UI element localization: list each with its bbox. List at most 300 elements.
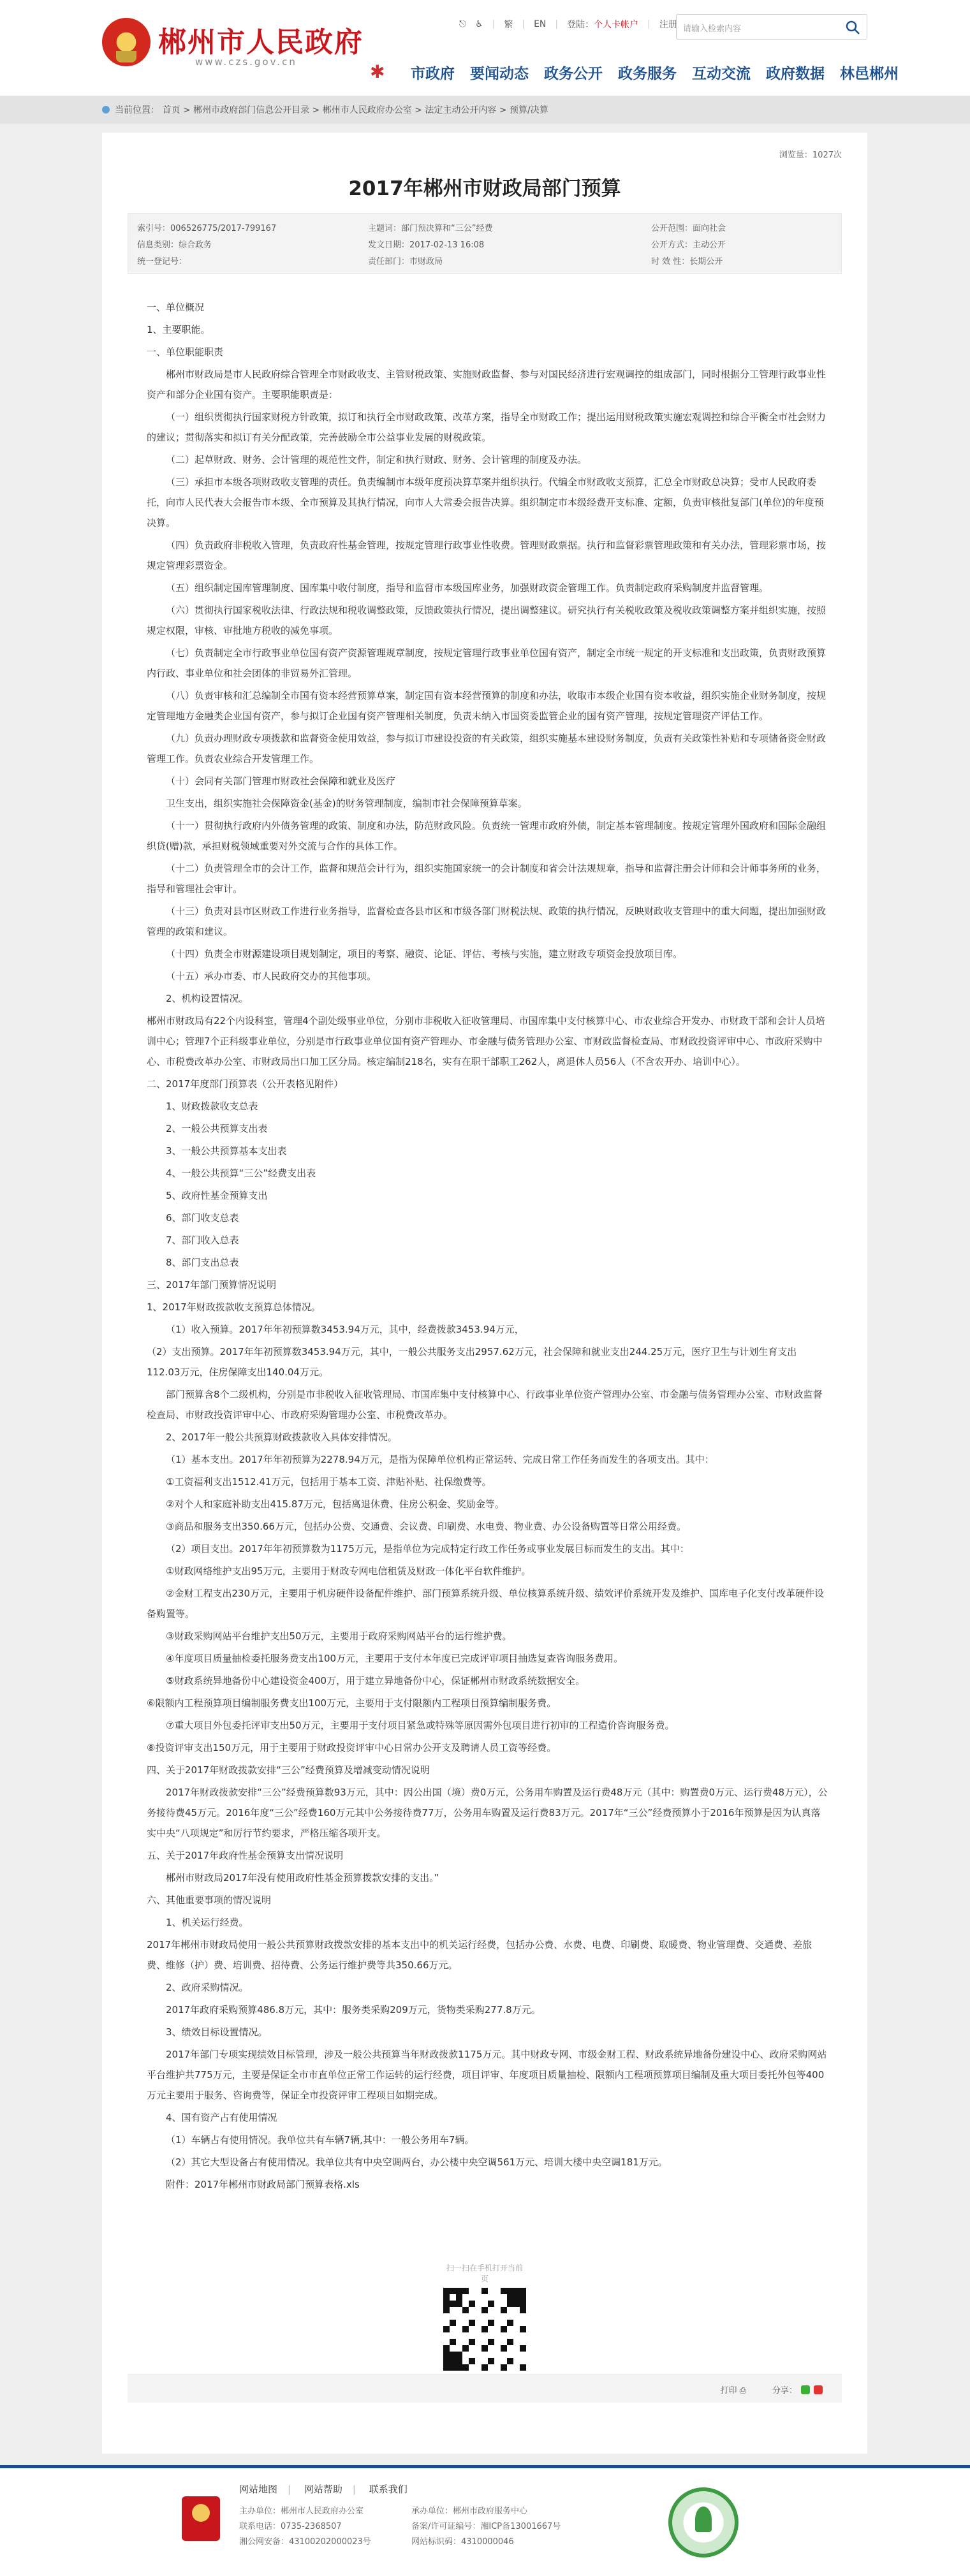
article-paragraph: 2、政府采购情况。: [166, 1982, 249, 1993]
qr-module: [443, 2358, 450, 2364]
qr-module: [513, 2320, 520, 2326]
qr-module: [513, 2364, 520, 2371]
qr-module: [456, 2307, 462, 2313]
qr-module: [507, 2326, 513, 2332]
qr-module: [481, 2307, 488, 2313]
article-body: [147, 297, 829, 2197]
qr-module: [456, 2358, 462, 2364]
article-paragraph: 6、部门收支总表: [166, 1212, 239, 1224]
qr-module: [475, 2301, 481, 2307]
qr-module: [494, 2301, 501, 2307]
qr-module: [456, 2339, 462, 2345]
nav-item-interaction[interactable]: 互动交流: [692, 65, 751, 82]
qr-module: [443, 2320, 450, 2326]
qr-module: [507, 2301, 513, 2307]
qr-label: 扫一扫在手机打开当前页: [446, 2264, 523, 2283]
article-paragraph: 8、部门支出总表: [166, 1257, 239, 1268]
site-footer: [0, 2465, 970, 2576]
qr-module: [475, 2364, 481, 2371]
exit-icon[interactable]: ⎋: [459, 19, 467, 29]
accessibility-icon[interactable]: ♿: [475, 19, 483, 29]
qr-module: [481, 2294, 488, 2301]
qr-module: [520, 2320, 526, 2326]
qr-module: [443, 2288, 450, 2294]
user-login-link[interactable]: 个人卡帐户: [594, 20, 639, 30]
article-paragraph: ②对个人和家庭补助支出415.87万元，包括离退休费、住房公积金、奖励金等。: [166, 1498, 504, 1510]
qr-module: [488, 2345, 494, 2352]
article-paragraph: 7、部门收入总表: [166, 1234, 239, 1246]
weibo-icon[interactable]: [814, 2385, 823, 2394]
qr-module: [475, 2313, 481, 2320]
qr-module: [501, 2364, 507, 2371]
qr-module: [488, 2288, 494, 2294]
article-paragraph: 1、财政拨款收支总表: [166, 1101, 258, 1112]
article-paragraph: （1）收入预算。2017年年初预算数3453.94万元，其中，经费拨款3453.94万元，: [166, 1324, 524, 1335]
qr-module: [462, 2339, 469, 2345]
qr-module: [450, 2326, 456, 2332]
qr-module: [507, 2339, 513, 2345]
qr-module: [475, 2339, 481, 2345]
nav-item-government[interactable]: 市政府: [411, 65, 455, 82]
qr-module: [513, 2307, 520, 2313]
attachment-link[interactable]: 附件：2017年郴州市财政局部门预算表格.xls: [166, 2179, 360, 2190]
main-nav: [370, 61, 914, 83]
qr-module: [488, 2294, 494, 2301]
location-pin-icon: [102, 106, 110, 113]
article-paragraph: 二、2017年度部门预算表（公开表格见附件）: [147, 1078, 344, 1090]
divider: |: [647, 19, 650, 29]
qr-module: [450, 2352, 456, 2358]
contact-link[interactable]: 联系我们: [369, 2484, 408, 2495]
article-paragraph: ①工资福利支出1512.41万元，包括用于基本工资、津贴补贴、社保缴费等。: [166, 1476, 492, 1488]
article-paragraph: 1、主要职能。: [147, 324, 210, 335]
article-paragraph: 1、2017年财政拨款收支预算总体情况。: [147, 1301, 321, 1313]
qr-module: [450, 2345, 456, 2352]
qr-module: [501, 2339, 507, 2345]
footer-phone: 联系电话：0735-2368507: [239, 2522, 342, 2531]
meta-category: 信息类别：综合政务: [137, 240, 212, 250]
qr-module: [507, 2294, 513, 2301]
city-logo-icon: ✱: [370, 61, 385, 82]
article-paragraph: （四）负责政府非税收入管理，负责政府性基金管理，按规定管理行政事业性收费。管理财政票据。执行和监督彩票管理政策和有关办法，管理彩票市场，按规定管理彩票资金。: [147, 539, 827, 571]
qr-module: [501, 2307, 507, 2313]
footer-info-left: [239, 2504, 371, 2550]
article-paragraph: （十四）负责全市财源建设项目规划制定，项目的考察、融资、论证、评估、考核与实施，建立财政专项资金投放项目库。: [166, 948, 683, 960]
article-paragraph: ③商品和服务支出350.66万元，包括办公费、交通费、会议费、印刷费、水电费、物业费、办公设备购置等日常公用经费。: [166, 1521, 686, 1532]
sitemap-link[interactable]: 网站地图: [239, 2484, 278, 2495]
article-paragraph: 2017年部门专项实现绩效目标管理，涉及一般公共预算当年财政拨款1175万元。其中财政专网、市级金财工程、财政系统异地备份建设中心、政府采购网站平台维护共775万元，主要是保证全市市直单位正常工作运转的运行经费，项目评审、年度项目质量抽检、限额内工程项预算项目编制及重大项目委托外包等400万元主要用于服务、咨询费等，保证全市投资评审工程项目如期完成。: [147, 2049, 827, 2101]
nav-item-news[interactable]: 要闻动态: [470, 65, 529, 82]
footer-undertaker: 承办单位：郴州市政府服务中心: [411, 2506, 528, 2516]
qr-module: [488, 2332, 494, 2339]
share-bar: [128, 2375, 842, 2403]
qr-module: [450, 2307, 456, 2313]
meta-subject: 主题词：部门预决算和“三公”经费: [368, 224, 493, 233]
qr-module: [520, 2326, 526, 2332]
qr-module: [469, 2326, 475, 2332]
meta-status: 时 效 性：长期公开: [651, 257, 723, 267]
qr-module: [469, 2358, 475, 2364]
qr-module: [462, 2352, 469, 2358]
qr-module: [443, 2352, 450, 2358]
qr-module: [462, 2364, 469, 2371]
qr-module: [469, 2313, 475, 2320]
qr-module: [513, 2358, 520, 2364]
article-paragraph: 一、单位职能职责: [147, 346, 224, 358]
qr-module: [481, 2358, 488, 2364]
qr-module: [462, 2313, 469, 2320]
qr-module: [488, 2301, 494, 2307]
article-paragraph: 2017年郴州市财政局使用一般公共预算财政拨款安排的基本支出中的机关运行经费，包括办公费、水费、电费、印刷费、取暖费、物业管理费、交通费、差旅费、维修（护）费、培训费、招待费、公务运行维护费等共350.66万元。: [147, 1939, 812, 1971]
qr-module: [513, 2332, 520, 2339]
qr-module: [450, 2364, 456, 2371]
qr-module: [507, 2313, 513, 2320]
qr-module: [513, 2326, 520, 2332]
qr-module: [507, 2358, 513, 2364]
qr-module: [462, 2307, 469, 2313]
qr-module: [488, 2352, 494, 2358]
qr-module: [488, 2339, 494, 2345]
qr-module: [507, 2307, 513, 2313]
qr-module: [481, 2301, 488, 2307]
article-paragraph: （二）起草财政、财务、会计管理的规范性文件，制定和执行财政、财务、会计管理的制度及办法。: [166, 454, 587, 465]
qr-module: [462, 2301, 469, 2307]
qr-module: [469, 2339, 475, 2345]
top-toolbar: [459, 18, 677, 31]
article-paragraph: （十三）负责对县市区财政工作进行业务指导，监督检查各县市区和市级各部门财税法规、政策的执行情况，反映财政收支管理中的重大问题，提出加强财政管理的政策和建议。: [147, 905, 827, 937]
party-emblem-icon: [182, 2496, 220, 2541]
qr-module: [462, 2320, 469, 2326]
article-paragraph: ④年度项目质量抽检委托服务费支出100万元，主要用于支付本年度已完成评审项目抽选复查咨询服务费用。: [166, 1653, 624, 1664]
article-paragraph: ⑦重大项目外包委托评审支出50万元，主要用于支付项目紧急或特殊等原因需外包项目进行初审的工程造价咨询服务费。: [166, 1720, 675, 1731]
article-paragraph: ①财政网络维护支出95万元，主要用于财政专网电信租赁及财政一体化平台软件维护。: [166, 1565, 531, 1577]
qr-module: [513, 2345, 520, 2352]
qr-module: [475, 2326, 481, 2332]
qr-module: [481, 2320, 488, 2326]
qr-module: [494, 2313, 501, 2320]
article-paragraph: ③财政采购网站平台维护支出50万元，主要用于政府采购网站平台的运行维护费。: [166, 1630, 512, 1642]
qr-module: [450, 2332, 456, 2339]
search-input[interactable]: [676, 14, 867, 40]
article-paragraph: （十五）承办市委、市人民政府交办的其他事项。: [166, 970, 377, 982]
qr-module: [494, 2294, 501, 2301]
article-paragraph: 3、绩效目标设置情况。: [166, 2026, 268, 2038]
qr-module: [462, 2358, 469, 2364]
qr-module: [456, 2345, 462, 2352]
print-button[interactable]: 打印 ⎙: [720, 2386, 746, 2396]
qr-module: [481, 2313, 488, 2320]
qr-module: [475, 2307, 481, 2313]
gov-site-badge-icon[interactable]: [668, 2487, 739, 2558]
qr-module: [469, 2288, 475, 2294]
article-paragraph: 3、一般公共预算基本支出表: [166, 1145, 287, 1157]
qr-module: [488, 2320, 494, 2326]
nav-item-services[interactable]: 政务服务: [618, 65, 677, 82]
qr-module: [494, 2307, 501, 2313]
qr-module: [481, 2364, 488, 2371]
qr-module: [469, 2345, 475, 2352]
nav-item-disclosure[interactable]: 政务公开: [544, 65, 603, 82]
article-paragraph: 2、机构设置情况。: [166, 993, 249, 1004]
qr-module: [481, 2326, 488, 2332]
article-paragraph: 四、关于2017年财政拨款安排“三公”经费预算及增减变动情况说明: [147, 1764, 430, 1776]
qr-module: [456, 2294, 462, 2301]
qr-module: [475, 2358, 481, 2364]
qr-module: [450, 2358, 456, 2364]
qr-module: [456, 2313, 462, 2320]
qr-module: [501, 2352, 507, 2358]
qr-module: [481, 2345, 488, 2352]
article-paragraph: 4、国有资产占有使用情况: [166, 2112, 277, 2123]
qr-module: [501, 2301, 507, 2307]
national-emblem-icon: [102, 18, 151, 66]
article-paragraph: 郴州市财政局是市人民政府综合管理全市财政收支、主管财税政策、实施财政监督、参与对国民经济进行宏观调控的组成部门，同时根据分工管理行政事业性资产和部分企业国有资产。主要职能职责是：: [147, 369, 827, 400]
footer-police[interactable]: 湘公网安备：43100202000023号: [239, 2537, 371, 2547]
qr-module: [443, 2294, 450, 2301]
article-paragraph: 5、政府性基金预算支出: [166, 1190, 268, 1201]
article-paragraph: （1）车辆占有使用情况。我单位共有车辆7辆,其中：一般公务用车7辆。: [166, 2134, 474, 2146]
qr-module: [507, 2352, 513, 2358]
qr-module: [475, 2332, 481, 2339]
article-paragraph: （2）支出预算。2017年年初预算数3453.94万元，其中，一般公共服务支出2957.62万元，社会保障和就业支出244.25万元，医疗卫生与计划生育支出112.03万元，住房保障支出140.04万元。: [147, 1346, 797, 1378]
qr-module: [520, 2345, 526, 2352]
article-paragraph: （十二）负责管理全市的会计工作，监督和规范会计行为，组织实施国家统一的会计制度和省会计法规规章，指导和监督注册会计师和会计师事务所的业务，指导和管理社会审计。: [147, 863, 827, 895]
qr-module: [494, 2320, 501, 2326]
site-url: www.czs.gov.cn: [195, 56, 297, 68]
qr-module: [462, 2345, 469, 2352]
breadcrumb-bar: [0, 96, 970, 124]
article-paragraph: 2017年财政拨款安排“三公”经费预算数93万元，其中：因公出国（境）费0万元，公务用车购置及运行费48万元（其中：购置费0万元、运行费48万元），公务接待费45万元。2016年度“三公”经费160万元其中公务接待费77万，公务用车购置及运行费83万元。2017年“三公”经费预算小于2016年预算是因为认真落实中央“八项规定”和厉行节约要求，严格压缩各项开支。: [147, 1787, 828, 1839]
qr-module: [494, 2345, 501, 2352]
article-paragraph: （八）负责审核和汇总编制全市国有资本经营预算草案，制定国有资本经营预算的制度和办法，收取市本级企业国有资本收益，组织实施企业财务制度，按规定管理地方金融类企业国有资产，参与拟订企业国有资产管理相关制度，负责未纳入市国资委监管企业的国有资产管理，按规定管理资产评估工作。: [147, 690, 827, 722]
qr-module: [456, 2352, 462, 2358]
qr-module: [488, 2313, 494, 2320]
qr-module: [456, 2320, 462, 2326]
qr-module: [501, 2326, 507, 2332]
qr-module: [507, 2332, 513, 2339]
article-paragraph: （1）基本支出。2017年年初预算为2278.94万元，是指为保障单位机构正常运转、完成日常工作任务而发生的各项支出。其中：: [166, 1454, 714, 1465]
print-icon: ⎙: [739, 2386, 746, 2396]
nav-item-linyi[interactable]: 林邑郴州: [840, 65, 899, 82]
qr-module: [494, 2358, 501, 2364]
article-paragraph: 郴州市财政局有22个内设科室，管理4个副处级事业单位，分别市非税收入征收管理局、市国库集中支付核算中心、市农业综合开发办、市财政干部和会计人员培训中心；管理7个正科级事业单位，分别是市行政事业单位国有资产管理办、市金融与债务管理办公室、市财政监督检查局、市财政投资评审中心、市政府采购中心、市税费改革办公室、市财政局出口加工区分局。核定编制218名，实有在职干部职工262人，离退休人员56人（不含农开办、培训中心）。: [147, 1015, 825, 1067]
page-title: 2017年郴州市财政局部门预算: [348, 177, 621, 200]
qr-module: [520, 2294, 526, 2301]
qr-module: [443, 2364, 450, 2371]
meta-org: 责任部门：市财政局: [368, 257, 443, 267]
qr-module: [481, 2288, 488, 2294]
footer-info-right: [411, 2504, 561, 2550]
article-paragraph: （十一）贯彻执行政府内外债务管理的政策、制度和办法，防范财政风险。负责统一管理市政府外债，制定基本管理制度。按规定管理外国政府和国际金融组织贷(赠)款，承担财税领域重要对外交流与合作的具体工作。: [147, 820, 827, 852]
meta-method: 公开方式：主动公开: [651, 240, 726, 250]
document-meta: [128, 213, 842, 274]
qr-module: [469, 2294, 475, 2301]
qr-module: [513, 2352, 520, 2358]
article-paragraph: （2）其它大型设备占有使用情况。我单位共有中央空调两台，办公楼中央空调561万元、培训大楼中央空调181万元。: [166, 2156, 668, 2168]
qr-module: [475, 2320, 481, 2326]
qr-module: [462, 2332, 469, 2339]
qr-module: [494, 2332, 501, 2339]
qr-module: [494, 2288, 501, 2294]
qr-module: [520, 2307, 526, 2313]
qr-module: [501, 2294, 507, 2301]
qr-module: [494, 2339, 501, 2345]
qr-module: [443, 2307, 450, 2313]
qr-module: [501, 2288, 507, 2294]
article-paragraph: 五、关于2017年政府性基金预算支出情况说明: [147, 1850, 344, 1861]
meta-scope: 公开范围：面向社会: [651, 224, 726, 233]
view-count: 浏览量：1027次: [779, 150, 842, 160]
site-header: [0, 0, 970, 96]
qr-module: [462, 2294, 469, 2301]
qr-module: [443, 2326, 450, 2332]
qr-module: [443, 2339, 450, 2345]
qr-module: [513, 2339, 520, 2345]
qr-module: [520, 2339, 526, 2345]
qr-module: [450, 2288, 456, 2294]
qr-module: [443, 2313, 450, 2320]
qr-module: [501, 2332, 507, 2339]
article-paragraph: （十）会同有关部门管理市财政社会保障和就业及医疗: [166, 775, 396, 787]
article-paragraph: （三）承担市本级各项财政收支管理的责任。负责编制市本级年度预决算草案并组织执行。代编全市财政收支预算，汇总全市财政总决算；受市人民政府委托，向市人民代表大会报告市本级、全市预算及其执行情况，向市人大常委会报告决算。组织制定市本级经费开支标准、定额，负责审核批复部门(单位)的年度预决算。: [147, 476, 824, 529]
meta-code: 统一登记号：: [137, 257, 187, 267]
qr-module: [456, 2364, 462, 2371]
qr-module: [456, 2301, 462, 2307]
qr-module: [494, 2364, 501, 2371]
article-paragraph: （六）贯彻执行国家税收法律、行政法规和税收调整政策，反馈政策执行情况，提出调整建议。研究执行有关税收政策及税收政策调整方案并组织实施，按照规定权限，审核、审批地方税收的减免事项。: [147, 604, 827, 636]
qr-module: [456, 2288, 462, 2294]
qr-module: [443, 2332, 450, 2339]
register-link[interactable]: 注册: [659, 20, 677, 30]
divider: |: [555, 19, 559, 29]
footer-icp[interactable]: 备案/许可证编号：湘ICP备13001667号: [411, 2522, 561, 2531]
qr-module: [507, 2288, 513, 2294]
qr-module: [462, 2288, 469, 2294]
article-panel: [102, 133, 867, 2454]
search-icon[interactable]: [845, 20, 860, 35]
qr-module: [469, 2320, 475, 2326]
qr-module: [462, 2326, 469, 2332]
footer-sponsor: 主办单位：郴州市人民政府办公室: [239, 2506, 364, 2516]
qr-module: [507, 2320, 513, 2326]
article-paragraph: 郴州市财政局2017年没有使用政府性基金预算拨款安排的支出。”: [166, 1872, 439, 1884]
qr-module: [481, 2352, 488, 2358]
qr-module: [450, 2313, 456, 2320]
qr-module: [475, 2345, 481, 2352]
article-paragraph: 三、2017年部门预算情况说明: [147, 1279, 277, 1291]
qr-module: [488, 2307, 494, 2313]
qr-module: [520, 2364, 526, 2371]
qr-module: [481, 2339, 488, 2345]
footer-site-code: 网站标识码：4310000046: [411, 2537, 514, 2547]
meta-date: 发文日期：2017-02-13 16:08: [368, 240, 485, 250]
article-paragraph: （2）项目支出。2017年年初预算数为1175万元，是指单位为完成特定行政工作任务或事业发展目标而发生的支出。其中：: [166, 1543, 689, 1555]
qr-module: [494, 2352, 501, 2358]
article-paragraph: ⑤财政系统异地备份中心建设资金400万，用于建立异地备份中心，保证郴州市财政系统数据安全。: [166, 1675, 585, 1687]
article-paragraph: 4、一般公共预算“三公”经费支出表: [166, 1167, 316, 1179]
qr-code: [443, 2288, 526, 2371]
qr-module: [520, 2301, 526, 2307]
article-paragraph: 卫生支出，组织实施社会保障资金(基金)的财务管理制度，编制市社会保障预算草案。: [166, 798, 527, 809]
qr-module: [450, 2294, 456, 2301]
qr-module: [443, 2345, 450, 2352]
meta-index-no: 索引号：006526775/2017-799167: [137, 224, 277, 233]
article-paragraph: 一、单位概况: [147, 302, 205, 313]
qr-module: [507, 2345, 513, 2352]
qr-module: [488, 2364, 494, 2371]
qr-module: [469, 2364, 475, 2371]
qr-module: [520, 2332, 526, 2339]
search-placeholder: 请输入检索内容: [683, 24, 742, 34]
article-paragraph: ⑥限额内工程预算项目编制服务费支出100万元，主要用于支付限额内工程项目预算编制服务费。: [147, 1697, 557, 1709]
english-link[interactable]: EN: [534, 19, 547, 29]
help-link[interactable]: 网站帮助: [304, 2484, 342, 2495]
article-paragraph: （一）组织贯彻执行国家财税方针政策，拟订和执行全市财政政策、改革方案，指导全市财政工作；提出运用财税政策实施宏观调控和综合平衡全市社会财力的建议；贯彻落实和拟订有关分配政策，完善鼓励全市公益事业发展的财税政策。: [147, 411, 827, 443]
article-paragraph: 部门预算含8个二级机构，分别是市非税收入征收管理局、市国库集中支付核算中心、行政事业单位资产管理办公室、市金融与债务管理办公室、市财政监督检查局、市财政投资评审中心、市政府采购管理办公室、市税费改革办。: [147, 1389, 823, 1421]
qr-module: [450, 2301, 456, 2307]
qr-module: [481, 2332, 488, 2339]
share-group: 分享：: [772, 2383, 823, 2396]
qr-module: [520, 2352, 526, 2358]
qr-module: [488, 2326, 494, 2332]
traditional-chinese-link[interactable]: 繁: [504, 20, 513, 30]
footer-links: 网站地图 | 网站帮助 | 联系我们: [239, 2484, 408, 2495]
qr-share: [443, 2262, 526, 2371]
qr-module: [488, 2358, 494, 2364]
article-paragraph: ②金财工程支出230万元，主要用于机房硬件设备配件维护、部门预算系统升级、单位核算系统升级、绩效评价系统开发及维护、国库电子化支付改革硬件设备购置等。: [147, 1588, 825, 1620]
article-paragraph: 2017年政府采购预算486.8万元，其中：服务类采购209万元，货物类采购277.8万元。: [166, 2004, 541, 2016]
qr-module: [494, 2326, 501, 2332]
qr-module: [520, 2313, 526, 2320]
qr-module: [456, 2326, 462, 2332]
qr-module: [513, 2313, 520, 2320]
qr-module: [501, 2320, 507, 2326]
breadcrumb[interactable]: 当前位置： 首页 > 郴州市政府部门信息公开目录 > 郴州市人民政府办公室 > 法定主动公开内容 > 预算/决算: [102, 103, 548, 116]
article-paragraph: （九）负责办理财政专项拨款和监督资金使用效益，参与拟订市建设投资的有关政策，组织实施基本建设财务制度，负责有关政策性补贴和专项储备资金财政管理工作。负责农业综合开发管理工作。: [147, 733, 827, 765]
qr-module: [469, 2352, 475, 2358]
divider: |: [492, 19, 496, 29]
qr-module: [475, 2288, 481, 2294]
qr-module: [469, 2301, 475, 2307]
qr-module: [450, 2320, 456, 2326]
qr-module: [475, 2294, 481, 2301]
qr-module: [513, 2294, 520, 2301]
article-paragraph: 2、2017年一般公共预算财政拨款收入具体安排情况。: [166, 1431, 397, 1443]
qr-module: [475, 2352, 481, 2358]
article-paragraph: 六、其他重要事项的情况说明: [147, 1894, 272, 1906]
article-paragraph: 1、机关运行经费。: [166, 1917, 249, 1928]
qr-module: [520, 2288, 526, 2294]
wechat-icon[interactable]: [801, 2385, 810, 2394]
login-label: 登陆：个人卡帐户: [567, 20, 639, 30]
qr-module: [501, 2313, 507, 2320]
qr-module: [513, 2288, 520, 2294]
article-paragraph: ⑧投资评审支出150万元，用于主要用于财政投资评审中心日常办公开支及聘请人员工资等经费。: [147, 1742, 557, 1753]
divider: |: [522, 19, 525, 29]
nav-item-data[interactable]: 政府数据: [766, 65, 825, 82]
qr-module: [520, 2358, 526, 2364]
qr-module: [469, 2332, 475, 2339]
qr-module: [456, 2332, 462, 2339]
qr-module: [507, 2364, 513, 2371]
article-paragraph: （七）负责制定全市行政事业单位国有资产资源管理规章制度，按规定管理行政事业单位国有资产，制定全市统一规定的开支标准和支出政策，负责财政预算内行政、事业单位和社会团体的非贸易外汇管理。: [147, 647, 827, 679]
article-paragraph: 2、一般公共预算支出表: [166, 1123, 268, 1134]
qr-module: [450, 2339, 456, 2345]
site-title[interactable]: 郴州市人民政府: [158, 26, 364, 59]
qr-module: [501, 2345, 507, 2352]
qr-module: [443, 2301, 450, 2307]
qr-module: [513, 2301, 520, 2307]
